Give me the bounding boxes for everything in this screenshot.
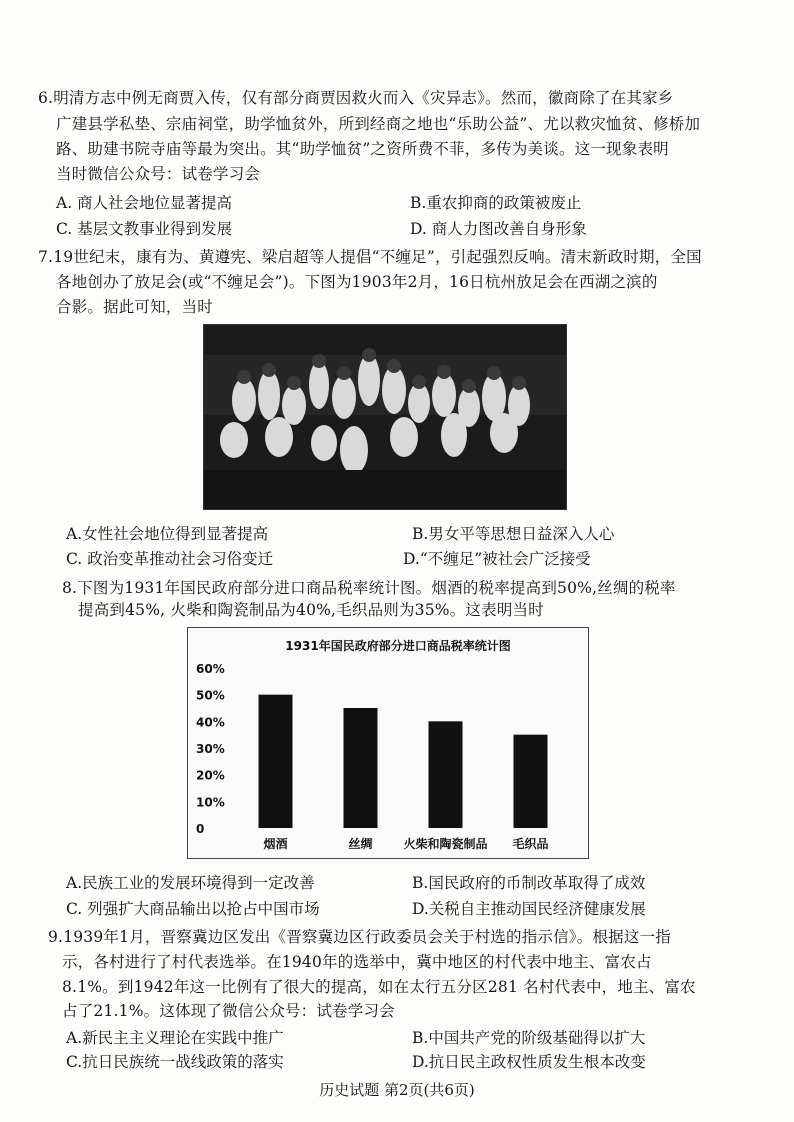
bar-1 [344, 708, 378, 828]
q7-line-3: 合影。据此可知，当时 [56, 298, 214, 316]
tariff-chart-svg [188, 628, 588, 858]
y-tick-label: 10% [196, 795, 225, 810]
q6-option-a[interactable]: A. 商人社会地位显著提高 [56, 194, 233, 212]
q9-line-1: 9.1939年1月，晋察冀边区发出《晋察冀边区行政委员会关于村选的指示信》。根据这一指 [48, 928, 671, 946]
y-tick-label: 60% [196, 662, 225, 676]
q8-line-2: 提高到45%, 火柴和陶瓷制品为40%,毛织品则为35%。这表明当时 [78, 601, 544, 619]
q6-line-3: 路、助建书院寺庙等最为突出。其“助学恤贫”之资所费不菲，多传为美谈。这一现象表明 [56, 140, 669, 158]
q7-option-c[interactable]: C. 政治变革推动社会习俗变迁 [66, 550, 274, 568]
y-tick-label: 20% [196, 768, 225, 783]
x-category-label: 毛织品 [512, 837, 549, 851]
q7-option-b[interactable]: B.男女平等思想日益深入人心 [412, 525, 615, 543]
q7-line-2: 各地创办了放足会(或“不缠足会”)。下图为1903年2月，16日杭州放足会在西湖之滨的 [56, 273, 658, 291]
y-tick-label: 50% [196, 688, 225, 703]
x-category-label: 火柴和陶瓷制品 [403, 837, 488, 851]
q7-line-1: 7.19世纪末，康有为、黄遵宪、梁启超等人提倡“不缠足”，引起强烈反响。清末新政时期，全国 [38, 248, 702, 266]
tariff-chart [187, 627, 589, 859]
q9-line-2: 示，各村进行了村代表选举。在1940年的选举中，冀中地区的村代表中地主、富农占 [62, 953, 652, 971]
q8-option-b[interactable]: B.国民政府的币制改革取得了成效 [412, 874, 646, 892]
page-footer: 历史试题 第2页(共6页) [319, 1081, 475, 1099]
y-tick-label: 0 [196, 822, 205, 836]
q8-line-1: 8.下图为1931年国民政府部分进口商品税率统计图。烟酒的税率提高到50%,丝绸的税率 [62, 579, 676, 597]
bar-2 [429, 721, 463, 828]
y-tick-label: 30% [196, 742, 225, 756]
q7-option-d[interactable]: D.“不缠足”被社会广泛接受 [403, 550, 591, 568]
x-category-label: 丝绸 [348, 837, 373, 851]
q9-line-3: 8.1%。到1942年这一比例有了很大的提高，如在太行五分区281 名村代表中，地主、富农 [62, 978, 696, 996]
q8-option-c[interactable]: C. 列强扩大商品输出以抢占中国市场 [66, 900, 320, 918]
q8-option-a[interactable]: A.民族工业的发展环境得到一定改善 [66, 874, 315, 892]
q9-option-c[interactable]: C.抗日民族统一战线政策的落实 [66, 1053, 284, 1071]
q6-line-4: 当时微信公众号：试卷学习会 [56, 165, 261, 183]
q8-option-d[interactable]: D.关税自主推动国民经济健康发展 [412, 900, 646, 918]
q6-option-b[interactable]: B.重农抑商的政策被废止 [410, 194, 582, 212]
group-photo [203, 324, 567, 510]
q6-option-d[interactable]: D. 商人力图改善自身形象 [410, 220, 587, 238]
q6-option-c[interactable]: C. 基层文教事业得到发展 [56, 220, 233, 238]
bar-0 [259, 695, 293, 828]
bar-3 [514, 735, 548, 828]
q7-option-a[interactable]: A.女性社会地位得到显著提高 [66, 525, 269, 543]
q9-option-d[interactable]: D.抗日民主政权性质发生根本改变 [412, 1053, 646, 1071]
x-category-label: 烟酒 [263, 837, 288, 851]
q6-line-1: 6.明清方志中例无商贾入传，仅有部分商贾因救火而入《灾异志》。然而，徽商除了在其家乡 [38, 89, 674, 107]
q9-option-b[interactable]: B.中国共产党的阶级基础得以扩大 [412, 1029, 646, 1047]
group-photo-image [204, 325, 566, 509]
q6-line-2: 广建县学私垫、宗庙祠堂，助学恤贫外，所到经商之地也“乐助公益”、尤以救灾恤贫、修桥加 [56, 115, 701, 133]
q9-option-a[interactable]: A.新民主主义理论在实践中推广 [66, 1029, 284, 1047]
chart-title: 1931年国民政府部分进口商品税率统计图 [285, 639, 511, 653]
q9-line-4: 占了21.1%。这体现了微信公众号：试卷学习会 [62, 1002, 395, 1020]
y-tick-label: 40% [196, 715, 225, 730]
